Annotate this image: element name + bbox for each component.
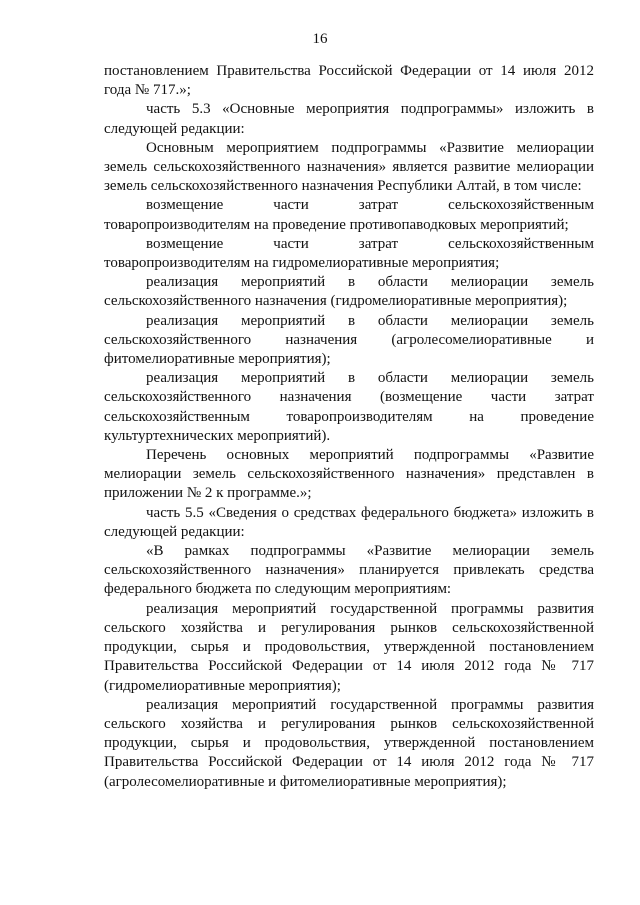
paragraph-9: Перечень основных мероприятий подпрограммы «Развитие мелиорации земель сельскохозяйственного назначения» представлен в приложении № 2 к программе.»; [104, 447, 594, 502]
paragraph-4: возмещение части затрат сельскохозяйственным товаропроизводителям на проведение противопаводковых мероприятий; [104, 197, 594, 233]
paragraph-5: возмещение части затрат сельскохозяйственным товаропроизводителям на гидромелиоративные мероприятия; [104, 235, 594, 272]
paragraph-10: часть 5.5 «Сведения о средствах федерального бюджета» изложить в следующей редакции: [104, 504, 594, 540]
paragraph-6: реализация мероприятий в области мелиорации земель сельскохозяйственного назначения (гидромелиоративные мероприятия); [104, 274, 594, 310]
paragraph-11: «В рамках подпрограммы «Развитие мелиорации земель сельскохозяйственного назначения» планируется привлекать средства федерального бюджета по следующим мероприятиям: [104, 543, 594, 598]
paragraph-8: реализация мероприятий в области мелиорации земель сельскохозяйственного назначения (возмещение части затрат сельскохозяйственным товаропроизводителям на проведение культуртехнических мероприятий). [104, 370, 594, 444]
paragraph-1: постановлением Правительства Российской Федерации от 14 июля 2012 года № 717.»; [104, 63, 594, 99]
paragraph-7: реализация мероприятий в области мелиорации земель сельскохозяйственного назначения (агролесомелиоративные и фитомелиоративные мероприятия); [104, 312, 594, 368]
document-body [104, 62, 594, 792]
page-number: 16 [312, 31, 328, 47]
paragraph-3: Основным мероприятием подпрограммы «Развитие мелиорации земель сельскохозяйственного назначения» является развитие мелиорации земель сельскохозяйственного назначения Республики Алтай, в том числе: [104, 139, 594, 195]
paragraph-12: реализация мероприятий государственной программы развития сельского хозяйства и регулирования рынков сельскохозяйственной продукции, сырья и продовольствия, утвержденной постановлением Правительства Российской Федерации от 14 июля 2012 года № 717 (гидромелиоративные мероприятия); [104, 600, 594, 694]
paragraph-2: часть 5.3 «Основные мероприятия подпрограммы» изложить в следующей редакции: [104, 101, 594, 137]
paragraph-13: реализация мероприятий государственной программы развития сельского хозяйства и регулирования рынков сельскохозяйственной продукции, сырья и продовольствия, утвержденной постановлением Правительства Российской Федерации от 14 июля 2012 года № 717 (агролесомелиоративные и фитомелиоративные мероприятия); [104, 696, 594, 790]
